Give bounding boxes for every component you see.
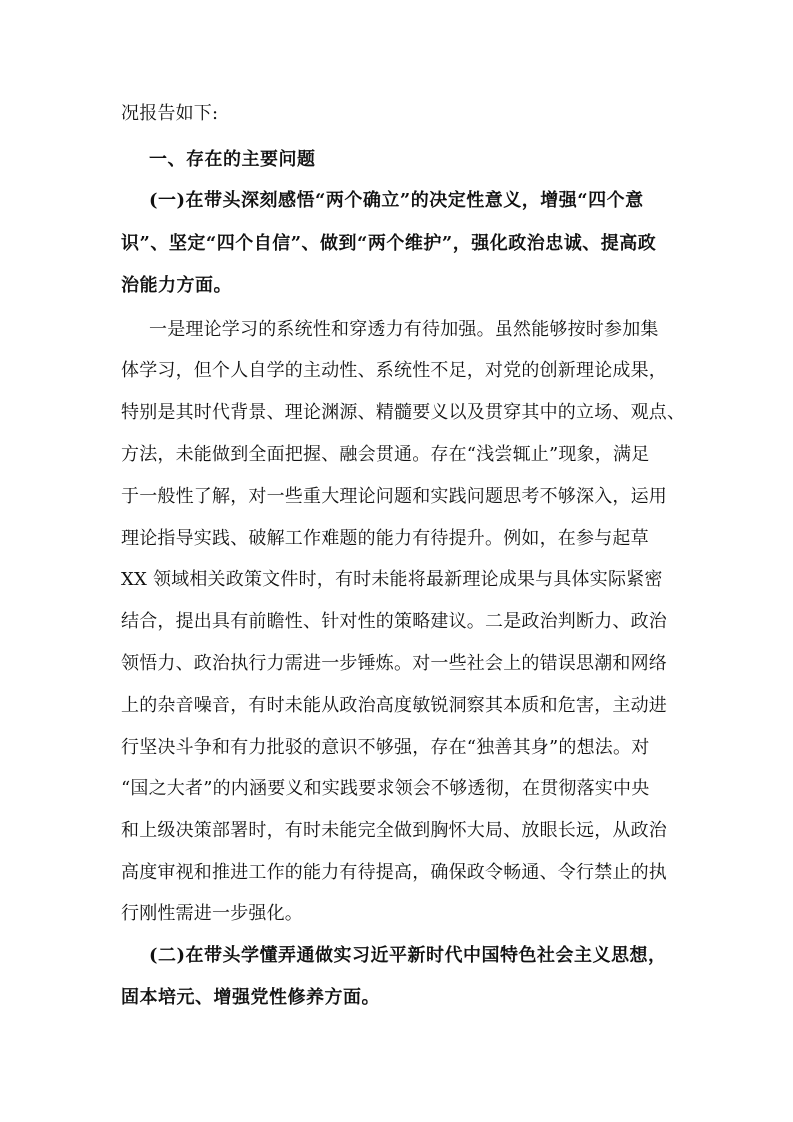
subsection-heading-line: 识”、坚定“四个自信”、做到“两个维护”，强化政治忠诚、提高政 [121, 233, 657, 254]
intro-tail-line: 况报告如下: [121, 103, 219, 124]
subsection-heading-line: (二)在带头学懂弄通做实习近平新时代中国特色社会主义思想， [149, 945, 667, 966]
subsection-heading-line: 治能力方面。 [121, 275, 232, 296]
paragraph-line: 特别是其时代背景、理论渊源、精髓要义以及贯穿其中的立场、观点、 [121, 402, 686, 423]
paragraph-line: 方法，未能做到全面把握、融会贯通。存在“浅尝辄止”现象，满足 [121, 444, 650, 465]
subsection-heading-line: 固本培元、增强党性修养方面。 [121, 987, 380, 1008]
subsection-heading-line: (一)在带头深刻感悟“两个确立”的决定性意义，增强“四个意 [149, 190, 644, 211]
paragraph-line: 高度审视和推进工作的能力有待提高，确保政令畅通、令行禁止的执 [121, 862, 667, 883]
paragraph-line: “国之大者”的内涵要义和实践要求领会不够透彻，在贯彻落实中央 [121, 778, 650, 799]
paragraph-line: 行刚性需进一步强化。 [121, 903, 303, 924]
paragraph-line: 结合，提出具有前瞻性、针对性的策略建议。二是政治判断力、政治 [121, 611, 667, 632]
section-heading: 一、存在的主要问题 [149, 149, 316, 170]
paragraph-line: 和上级决策部署时，有时未能完全做到胸怀大局、放眼长远，从政治 [121, 820, 667, 841]
paragraph-line: 行坚决斗争和有力批驳的意识不够强，存在“独善其身”的想法。对 [121, 737, 650, 758]
paragraph-line: 理论指导实践、破解工作难题的能力有待提升。例如，在参与起草 [121, 528, 649, 549]
paragraph-line: XX 领域相关政策文件时，有时未能将最新理论成果与具体实际紧密 [121, 569, 663, 590]
paragraph-line: 上的杂音噪音，有时未能从政治高度敏锐洞察其本质和危害，主动进 [121, 695, 667, 716]
paragraph-line: 于一般性了解，对一些重大理论问题和实践问题思考不够深入，运用 [121, 486, 667, 507]
paragraph-line: 领悟力、政治执行力需进一步锤炼。对一些社会上的错误思潮和网络 [121, 653, 667, 674]
paragraph-line: 体学习，但个人自学的主动性、系统性不足，对党的创新理论成果， [121, 360, 667, 381]
paragraph-line: 一是理论学习的系统性和穿透力有待加强。虽然能够按时参加集 [149, 319, 659, 340]
